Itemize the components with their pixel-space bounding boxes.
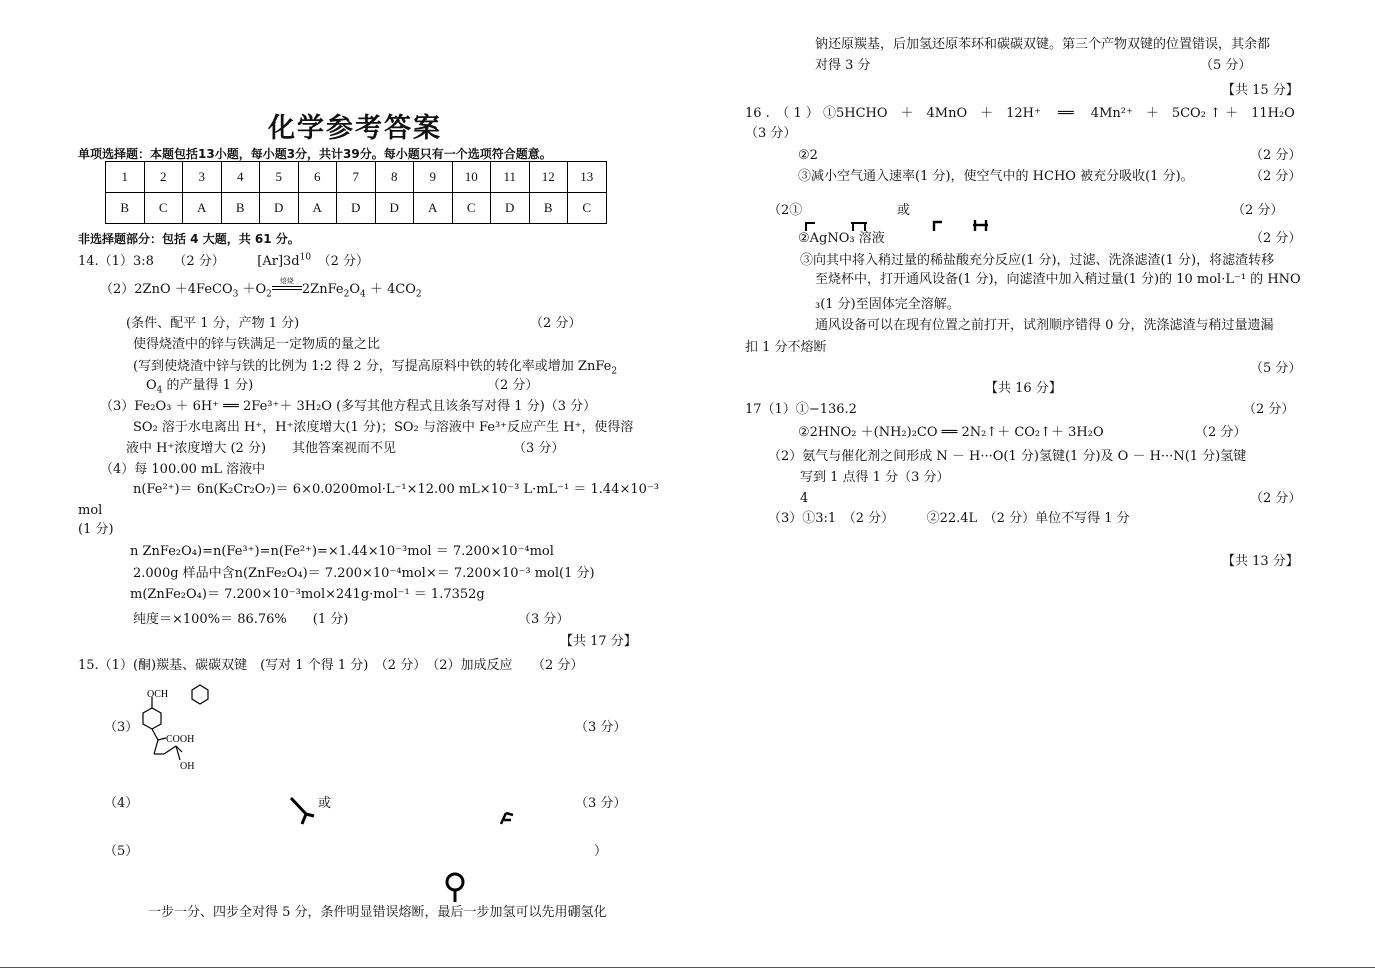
q17-1-1-score: （2 分） (1243, 402, 1295, 417)
q17-total: 【共 13 分】 (1222, 554, 1299, 569)
q14-3-reason2: 液中 H⁺浓度增大 (2 分) 其他答案视而不见 (126, 441, 397, 456)
answer-table-number: 8 (375, 162, 414, 193)
q15-5-score: （5 分） (1200, 58, 1252, 73)
q14-4-unit: mol (78, 503, 103, 518)
q14-1: 14.（1）3:8 （2 分） $[Ar]3d^{10}$ （2 分） (78, 252, 369, 269)
section-heading-free: 非选择题部分：包括 4 大题，共 61 分。 (78, 232, 300, 246)
q15-3-score: （3 分） (575, 720, 627, 735)
answer-table-number: 4 (221, 162, 260, 193)
q16-2-3c: ₃(1 分)至固体完全溶解。 (815, 297, 960, 312)
q16-2-or: 或 (897, 203, 911, 218)
answer-table-number: 2 (144, 162, 183, 193)
q15-5-note-cont: 钠还原羰基，后加氢还原苯环和碳碳双键。第三个产物双键的位置错误，其余都 (815, 37, 1271, 52)
answer-table-answer: A (298, 193, 337, 224)
answer-table-number: 6 (298, 162, 337, 193)
q16-1-equation: 16 . （ 1 ） ①5HCHO ＋ 4MnO ＋ 12H⁺ ══ 4Mn²⁺ ＋ 5CO₂ ↑ ＋ 11H₂O (745, 106, 1295, 121)
q15-5-label: （5） (104, 844, 139, 859)
answer-table-number: 9 (414, 162, 453, 193)
q17-3: （3）①3:1 （2 分） ②22.4L （2 分）单位不写得 1 分 (768, 511, 1130, 526)
answer-table-answer: C (144, 193, 183, 224)
q16-total: 【共 16 分】 (985, 381, 1062, 396)
q17-2-score: （2 分） (1250, 491, 1302, 506)
answer-table-number: 12 (529, 162, 568, 193)
q14-4-calc1: n(Fe²⁺)＝ 6n(K₂Cr₂O₇)＝ 6×0.0200mol·L⁻¹×12.00 mL×10⁻³ L·mL⁻¹ ＝ 1.44×10⁻³ (133, 482, 659, 497)
answer-table-answer: D (260, 193, 299, 224)
answer-table-number: 11 (491, 162, 530, 193)
q16-1-score: （3 分） (745, 126, 797, 141)
och2-label: OCH (147, 689, 169, 700)
q14-4-score: （3 分） (518, 612, 570, 627)
answer-table-number: 3 (183, 162, 222, 193)
answer-table-answer: B (529, 193, 568, 224)
q15-total: 【共 15 分】 (1222, 83, 1299, 98)
page-bottom-border (0, 967, 1375, 968)
answer-table-number: 7 (337, 162, 376, 193)
q16-2-3: ③向其中将入稍过量的稀盐酸充分反应(1 分)，过滤、洗涤滤渣(1 分)，将滤渣转移 (800, 253, 1275, 268)
q15-5-note: 一步一分、四步全对得 5 分，条件明显错误熔断，最后一步加氢可以先用硼氢化 (148, 905, 607, 920)
q14-2-score: （2 分） (530, 316, 582, 331)
q16-1-2-score: （2 分） (1250, 148, 1302, 163)
q14-4-calc3: 2.000g 样品中含n(ZnFe₂O₄)＝ 7.200×10⁻⁴mol×＝ 7.200×10⁻³ mol(1 分) (133, 566, 595, 581)
q15-3-label: （3） (104, 720, 139, 735)
q14-3-reason: SO₂ 溶于水电离出 H⁺，H⁺浓度增大(1 分)；SO₂ 与溶液中 Fe³⁺反应产生 H⁺，使得溶 (133, 420, 634, 435)
q15-4-structure-b (498, 810, 518, 826)
q15-5-structure (444, 872, 466, 902)
q14-2-equation: （2）2ZnO ＋4FeCO$_3$ $+O_2$ 焙烧 $2ZnFe_2O_4 + 4CO_2$ (100, 277, 422, 300)
q14-2-score2: （2 分） (487, 378, 539, 393)
q14-2-reason: 使得烧渣中的锌与铁满足一定物质的量之比 (133, 337, 381, 352)
q17-2-answer: 4 (800, 491, 809, 506)
q16-1-3-score: （2 分） (1250, 169, 1302, 184)
q16-2-structure-b (930, 218, 992, 232)
answer-table-number: 10 (452, 162, 491, 193)
q14-3-score: （3 分） (513, 441, 565, 456)
q17-2-note: 写到 1 点得 1 分（3 分） (800, 470, 950, 485)
q16-1-3: ③减小空气通入速率(1 分)，使空气中的 HCHO 被充分吸收(1 分)。 (798, 169, 1194, 184)
q15-1: 15.（1）(酮)羰基、碳碳双键 (写对 1 个得 1 分) （2 分） （2）加成反应 （2 分） (78, 658, 584, 673)
q14-4-calc4: m(ZnFe₂O₄)＝ 7.200×10⁻³mol×241g·mol⁻¹ ＝ 1.7352g (130, 587, 485, 602)
q15-4-score: （3 分） (575, 796, 627, 811)
q17-1-2: ②2HNO₂ ＋(NH₂)₂CO ══ 2N₂↑＋ CO₂↑＋ 3H₂O (798, 425, 1104, 440)
q16-2-2: ②AgNO₃ 溶液 (798, 231, 885, 246)
q16-2-1-score: （2 分） (1232, 203, 1284, 218)
q14-2-note: (条件、配平 1 分，产物 1 分) (126, 316, 300, 331)
q16-2-2-score: （2 分） (1250, 231, 1302, 246)
q14-4-score1: (1 分) (78, 522, 114, 537)
answer-table-answer: C (452, 193, 491, 224)
q15-5-note-cont2: 对得 3 分 (815, 58, 871, 73)
answer-table-answer: B (221, 193, 260, 224)
q14-4-intro: （4）每 100.00 mL 溶液中 (100, 462, 266, 477)
answer-table (105, 161, 607, 224)
section-heading-mc: 单项选择题：本题包括13小题，每小题3分，共计39分。每小题只有一个选项符合题意。 (78, 147, 552, 161)
answer-table-answer: D (337, 193, 376, 224)
q17-2: （2）氨气与催化剂之间形成 N － H···O(1 分)氢键(1 分)及 O － H···N(1 分)氢键 (768, 449, 1247, 464)
answer-table-number: 5 (260, 162, 299, 193)
answer-table-answer: A (414, 193, 453, 224)
q15-4-structure-a (288, 796, 318, 826)
answer-table-answers (106, 193, 607, 224)
q14-total: 【共 17 分】 (560, 634, 637, 649)
q16-2-3b: 至烧杯中，打开通风设备(1 分)，向滤渣中加入稍过量(1 分)的 10 mol·L⁻¹ 的 HNO (815, 272, 1301, 287)
answer-table-numbers (106, 162, 607, 193)
answer-table-answer: A (183, 193, 222, 224)
answer-table-number: 13 (568, 162, 607, 193)
q14-2-note3: $O_4$ 的产量得 1 分) (146, 378, 254, 396)
answer-table-answer: C (568, 193, 607, 224)
q14-4-purity: 纯度＝×100%＝ 86.76% (1 分) (133, 612, 349, 627)
q14-4-calc2: n ZnFe₂O₄)=n(Fe³⁺)=n(Fe²⁺)=×1.44×10⁻³mol ＝ 7.200×10⁻⁴mol (130, 544, 554, 559)
q15-5-close: ） (594, 844, 608, 859)
oh-label: OH (180, 761, 195, 772)
answer-table-answer: B (106, 193, 145, 224)
q15-3-structure (130, 682, 220, 774)
q17-1-2-score: （2 分） (1195, 425, 1247, 440)
q15-4-or: 或 (318, 796, 332, 811)
q14-2-note2: (写到使烧渣中锌与铁的比例为 1:2 得 2 分，写提高原料中铁的转化率或增加 ZnFe$_2$ (133, 359, 618, 377)
answer-table-answer: D (491, 193, 530, 224)
q14-3-equation: （3）Fe₂O₃ ＋ 6H⁺ ══ 2Fe³⁺＋ 3H₂O (多写其他方程式且该条写对得 1 分)（3 分） (100, 399, 597, 414)
q17-1-1: 17（1）①−136.2 (745, 402, 857, 417)
q16-2-1-label: （2① (768, 203, 803, 218)
answer-table-answer: D (375, 193, 414, 224)
q16-2-note: 通风设备可以在现有位置之前打开，试剂顺序错得 0 分，洗涤滤渣与稍过量遗漏 (815, 318, 1274, 333)
q15-4-label: （4） (104, 796, 139, 811)
page-title: 化学参考答案 (268, 113, 442, 144)
cooh-label: COOH (166, 734, 195, 745)
q16-2-note2: 扣 1 分不熔断 (745, 340, 827, 355)
q16-2-3-score: （5 分） (1250, 361, 1302, 376)
answer-table-number: 1 (106, 162, 145, 193)
q16-1-2: ②2 (798, 148, 818, 163)
